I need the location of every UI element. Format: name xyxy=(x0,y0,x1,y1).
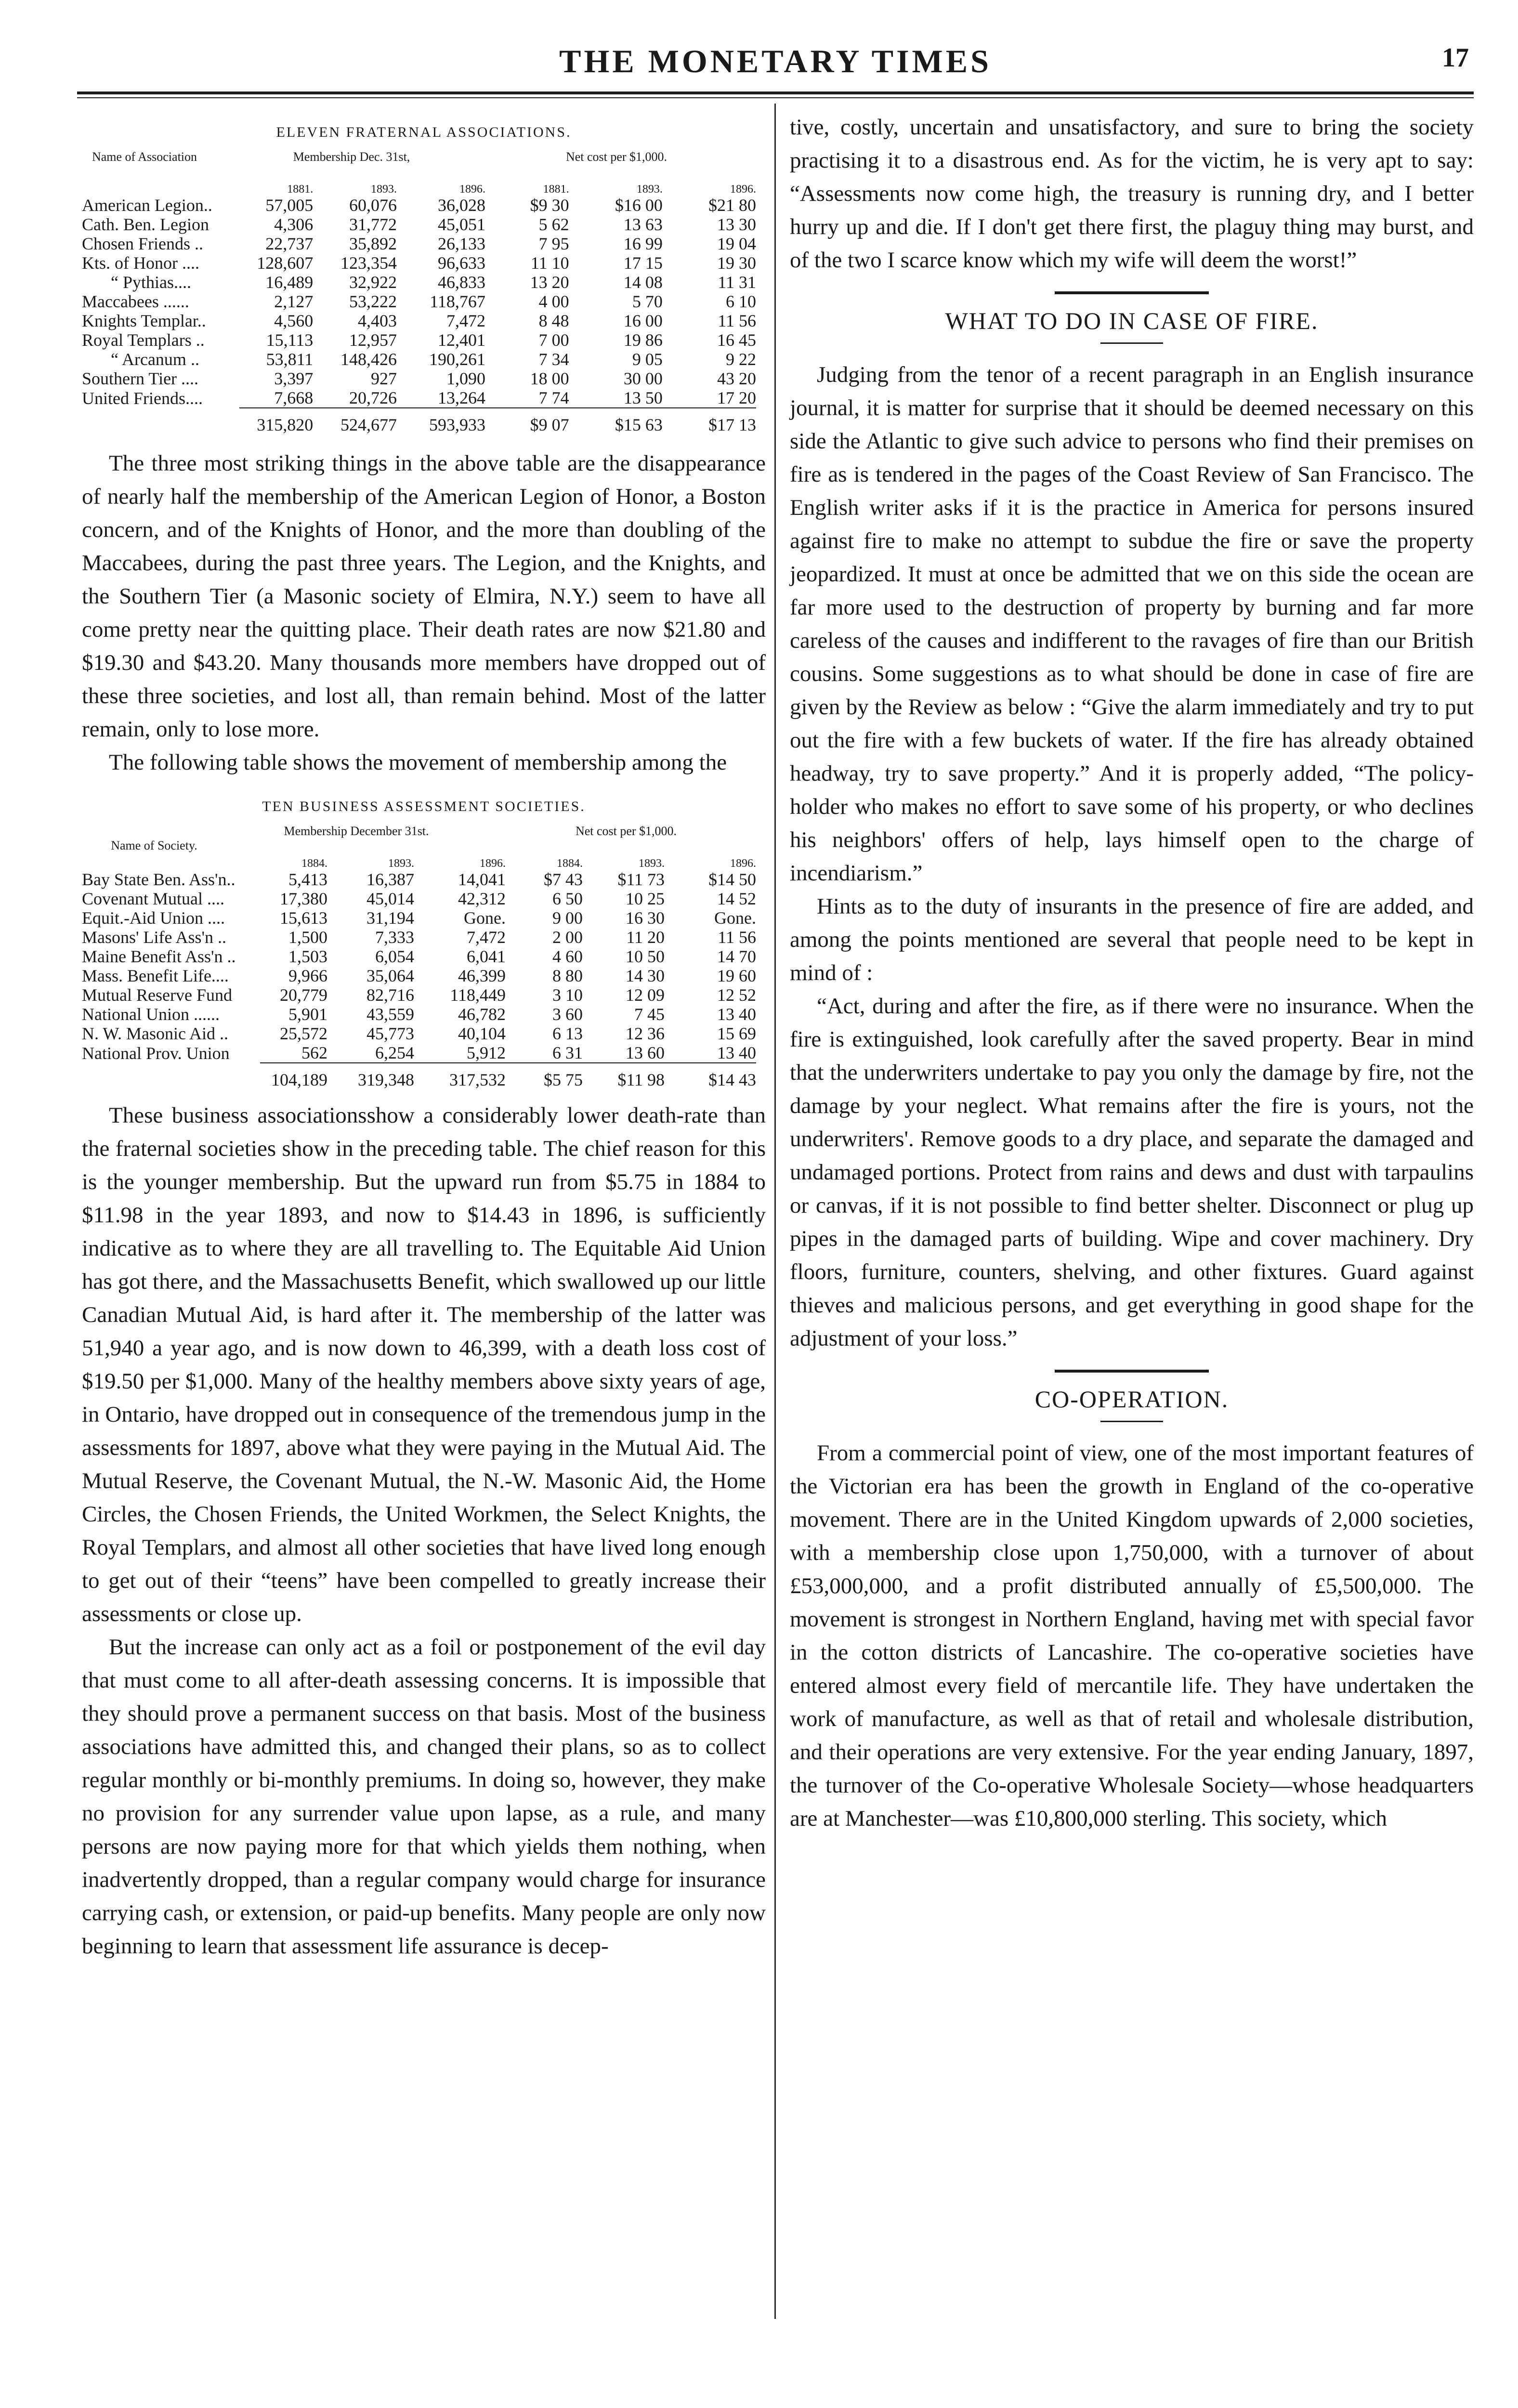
row-value: 1,503 xyxy=(288,947,327,966)
business-col-membership: Membership December 31st. xyxy=(284,824,429,838)
header-rule-thin xyxy=(77,97,1474,98)
row-name: Mass. Benefit Life.... xyxy=(82,966,229,985)
row-value: 6,254 xyxy=(375,1043,414,1062)
row-value: 13 40 xyxy=(717,1043,756,1062)
year-cell: 1893. xyxy=(639,857,665,870)
row-value: 12,957 xyxy=(349,330,397,350)
row-name: “ Pythias.... xyxy=(111,273,191,292)
fraternal-table-title: ELEVEN FRATERNAL ASSOCIATIONS. xyxy=(276,124,572,140)
article-paragraph: “Act, during and after the fire, as if there were no insurance. When the fire is extinguished, look carefully after the saved property. Bear in mind that the underwriters undertake to pay you only the damage by fire, not the damage by your neglect. What remains after the fire is yours, not the underwriters'. Remove goods to a dry place, and separate the damaged and undamaged portions. Protect from rains and dews and dust with tarpaulins or canvas, if it is not possible to find better shelter. Disconnect or plug up pipes in the damaged parts of building. Wipe and cover machinery. Dry floors, furniture, counters, shelving, and other fixtures. Guard against thieves and malicious persons, and get everything in good shape for the adjustment of your loss.” xyxy=(790,994,1474,1351)
row-value: 43 20 xyxy=(717,369,756,388)
row-value: 5 70 xyxy=(632,292,663,311)
table-row xyxy=(82,1005,756,1024)
fraternal-year-row xyxy=(82,183,756,196)
row-value: 9,966 xyxy=(288,966,327,985)
row-value: 13 50 xyxy=(623,388,663,407)
row-value: 6 50 xyxy=(552,889,583,908)
row-value: 5 62 xyxy=(538,215,569,234)
row-name: Maine Benefit Ass'n .. xyxy=(82,947,236,966)
row-value: 7,472 xyxy=(467,928,506,947)
section-heading-fire: WHAT TO DO IN CASE OF FIRE. xyxy=(945,307,1319,334)
fraternal-table-header xyxy=(82,150,766,183)
row-value: 16,387 xyxy=(366,870,414,889)
year-cell: 1893. xyxy=(371,183,397,196)
row-value: 53,222 xyxy=(349,292,397,311)
row-value: 42,312 xyxy=(458,889,506,908)
row-value: 2 00 xyxy=(552,928,583,947)
table-row xyxy=(82,330,756,350)
row-value: 12,401 xyxy=(437,330,485,350)
row-value: 9 00 xyxy=(552,908,583,928)
year-cell: 1893. xyxy=(636,183,663,196)
row-value: 35,064 xyxy=(366,966,414,985)
row-value: 19 30 xyxy=(717,253,756,273)
row-value: 17,380 xyxy=(280,889,327,908)
row-value: 32,922 xyxy=(349,273,397,292)
row-value: 13,264 xyxy=(437,388,485,407)
fraternal-total-row xyxy=(82,408,756,434)
row-value: 46,399 xyxy=(458,966,506,985)
total-cell: 315,820 xyxy=(239,408,313,434)
row-value: 35,892 xyxy=(349,234,397,253)
row-name: Equit.-Aid Union .... xyxy=(82,908,225,928)
row-name: Covenant Mutual .... xyxy=(82,889,224,908)
row-value: 7 34 xyxy=(538,350,569,369)
row-value: $21 80 xyxy=(708,196,756,215)
table-row xyxy=(82,311,756,330)
row-name: Royal Templars .. xyxy=(82,330,205,350)
row-value: 4,560 xyxy=(274,311,314,330)
row-value: 25,572 xyxy=(280,1024,327,1043)
row-value: 16 30 xyxy=(626,908,665,928)
table-row xyxy=(82,1024,756,1043)
fraternal-table xyxy=(82,183,756,434)
article-paragraph: From a commercial point of view, one of the most important features of the Victorian era has been the growth in England of the co-operative movement. There are in the United Kingdom upwards of 2,000 societies, with a membership close upon 1,750,000, with a turnover of about £53,000,000, and a profit distributed annually of £5,500,000. The movement is strongest in Northern England, having met with special favor in the cotton districts of Lancashire. The co-operative societies have entered almost every field of mercantile life. They have undertaken the work of manufacture, as well as that of retail and wholesale distribution, and their operations are very extensive. For the year ending January, 1897, the turnover of the Co-operative Wholesale Society—whose headquarters are at Manchester—was £10,800,000 sterling. This society, which xyxy=(790,1440,1474,1831)
article-paragraph: These business associationsshow a considerably lower death-rate than the fraternal societies show in the preceding table. The chief reason for this is the younger membership. But the upward run from $5.75 in 1884 to $11.98 in the year 1893, and now to $14.43 in 1896, is sufficiently indicative as to where they are all travelling to. The Equitable Aid Union has got there, and the Massachusetts Benefit, which swallowed up our little Canadian Mutual Aid, is hard after it. The membership of the latter was 51,940 a year ago, and is now down to 46,399, with a death loss cost of $19.50 per $1,000. Many of the healthy members above sixty years of age, in Ontario, have dropped out in consequence of the tremendous jump in the assessments for 1897, above what they were paying in the Mutual Aid. The Mutual Reserve, the Covenant Mutual, the N.-W. Masonic Aid, the Home Circles, the Chosen Friends, the United Workmen, the Select Knights, the Royal Templars, and almost all other societies that have lived long enough to get out of their “teens” have been compelled to greatly increase their assessments or close up. xyxy=(82,1103,766,1626)
fraternal-col-name: Name of Association xyxy=(92,150,197,164)
row-name: “ Arcanum .. xyxy=(111,350,199,369)
total-cell: 319,348 xyxy=(327,1063,414,1089)
row-value: 562 xyxy=(301,1043,327,1062)
row-value: 9 05 xyxy=(632,350,663,369)
section-heading-cooperation: CO-OPERATION. xyxy=(1034,1386,1229,1413)
table-row xyxy=(82,966,756,985)
row-value: 45,773 xyxy=(366,1024,414,1043)
row-value: 10 50 xyxy=(626,947,665,966)
table-row xyxy=(82,908,756,928)
business-table xyxy=(82,857,756,1089)
row-value: 190,261 xyxy=(429,350,485,369)
row-value: 14 08 xyxy=(623,273,663,292)
article-paragraph: Judging from the tenor of a recent paragraph in an English insurance journal, it is matter for surprise that it should be deemed necessary on this side the Atlantic to give such advice to persons who find their premises on fire as is tendered in the pages of the Coast Review of San Francisco. The English writer asks if it is the practice in America for persons insured against fire to make no attempt to subdue the fire or save the property jeopardized. It must at once be admitted that we on this side the ocean are far more used to the destruction of property by burning and far more careless of the causes and indifferent to the ravages of fire than our British cousins. Some suggestions as to what should be done in case of fire are given by the Review as below : “Give the alarm immediately and try to put out the fire with a few buckets of water. If the fire has already obtained headway, try to save property.” And it is properly added, “The policy-holder who makes no effort to save some of his property, or who declines his neighbors' offers of help, lays himself open to the charge of incendiarism.” xyxy=(790,362,1474,886)
section-separator xyxy=(1055,291,1209,294)
row-value: 60,076 xyxy=(349,196,397,215)
row-value: 7 74 xyxy=(538,388,569,407)
year-cell: 1881. xyxy=(287,183,314,196)
business-table-title: TEN BUSINESS ASSESSMENT SOCIETIES. xyxy=(262,798,586,814)
row-value: 40,104 xyxy=(458,1024,506,1043)
section-separator xyxy=(1055,1370,1209,1373)
column-divider xyxy=(774,104,776,2319)
header-rule xyxy=(77,92,1474,94)
row-name: National Union ...... xyxy=(82,1005,220,1024)
row-value: 12 36 xyxy=(626,1024,665,1043)
table-row xyxy=(82,388,756,408)
row-value: 118,449 xyxy=(450,985,506,1005)
total-cell: 104,189 xyxy=(260,1063,327,1089)
row-value: 4 00 xyxy=(538,292,569,311)
row-name: N. W. Masonic Aid .. xyxy=(82,1024,229,1043)
row-value: 16 99 xyxy=(623,234,663,253)
total-cell: $17 13 xyxy=(663,408,756,434)
article-paragraph: But the increase can only act as a foil or postponement of the evil day that must come to all after-death assessing concerns. It is impossible that they should prove a permanent success on that basis. Most of the business associations have admitted this, and changed their plans, so as to collect regular monthly or bi-monthly premiums. In doing so, however, they make no provision for any surrender value upon lapse, as a rule, and many persons are now paying more for that which yields them nothing, when inadvertently dropped, than a regular company would charge for insurance carrying cash, or extension, or paid-up benefits. Many people are only now beginning to learn that assessment life assurance is decep- xyxy=(82,1635,766,1959)
row-value: 3 60 xyxy=(552,1005,583,1024)
row-name: Mutual Reserve Fund xyxy=(82,985,232,1005)
row-value: Gone. xyxy=(714,908,756,928)
fraternal-col-membership: Membership Dec. 31st, xyxy=(293,150,410,164)
row-value: 14 52 xyxy=(717,889,756,908)
total-cell: $14 43 xyxy=(665,1063,756,1089)
table-row xyxy=(82,928,756,947)
business-total-row xyxy=(82,1063,756,1089)
article-paragraph: Hints as to the duty of insurants in the presence of fire are added, and among the points mentioned are several that people need to be kept in mind of : xyxy=(790,894,1474,985)
total-cell: $9 07 xyxy=(485,408,569,434)
total-cell: 524,677 xyxy=(313,408,397,434)
table-row xyxy=(82,870,756,889)
row-value: 15 69 xyxy=(717,1024,756,1043)
row-value: 13 60 xyxy=(626,1043,665,1062)
table-row xyxy=(82,985,756,1005)
year-cell: 1884. xyxy=(301,857,327,870)
row-value: 128,607 xyxy=(257,253,314,273)
row-value: 927 xyxy=(371,369,397,388)
row-value: 9 22 xyxy=(726,350,756,369)
table-row xyxy=(82,947,756,966)
total-cell: $11 98 xyxy=(583,1063,665,1089)
year-cell: 1881. xyxy=(543,183,569,196)
row-value: 14,041 xyxy=(458,870,506,889)
row-value: 11 20 xyxy=(626,928,665,947)
row-name: Knights Templar.. xyxy=(82,311,206,330)
year-cell: 1896. xyxy=(459,183,485,196)
row-value: 19 86 xyxy=(623,330,663,350)
row-value: 46,833 xyxy=(437,273,485,292)
row-value: 20,779 xyxy=(280,985,327,1005)
row-value: 7 95 xyxy=(538,234,569,253)
table-row xyxy=(82,234,756,253)
total-cell: 593,933 xyxy=(397,408,485,434)
row-value: 3,397 xyxy=(274,369,314,388)
row-value: 4,306 xyxy=(274,215,314,234)
row-value: 43,559 xyxy=(366,1005,414,1024)
table-row xyxy=(82,273,756,292)
row-name: Maccabees ...... xyxy=(82,292,189,311)
row-value: 8 80 xyxy=(552,966,583,985)
year-cell: 1896. xyxy=(730,857,756,870)
table-row xyxy=(82,196,756,215)
row-name: Kts. of Honor .... xyxy=(82,253,199,273)
total-cell: $5 75 xyxy=(506,1063,583,1089)
row-value: 14 30 xyxy=(626,966,665,985)
row-value: $11 73 xyxy=(617,870,665,889)
row-value: 57,005 xyxy=(265,196,314,215)
row-name: Southern Tier .... xyxy=(82,369,199,388)
row-value: 11 31 xyxy=(718,273,756,292)
row-name: Masons' Life Ass'n .. xyxy=(82,928,226,947)
table-row xyxy=(82,215,756,234)
business-year-row xyxy=(82,857,756,870)
row-value: 22,737 xyxy=(265,234,314,253)
row-name: Chosen Friends .. xyxy=(82,234,203,253)
row-value: 45,014 xyxy=(366,889,414,908)
row-name: United Friends.... xyxy=(82,388,203,408)
page-header xyxy=(77,42,1474,95)
row-value: 18 00 xyxy=(530,369,569,388)
row-value: 13 63 xyxy=(623,215,663,234)
right-column xyxy=(790,111,1474,1835)
heading-rule xyxy=(1100,1421,1163,1422)
row-value: 16 00 xyxy=(623,311,663,330)
row-value: 82,716 xyxy=(366,985,414,1005)
row-value: 123,354 xyxy=(340,253,397,273)
row-value: 17 15 xyxy=(623,253,663,273)
row-value: 6 31 xyxy=(552,1043,583,1062)
row-value: 16 45 xyxy=(717,330,756,350)
row-value: 8 48 xyxy=(538,311,569,330)
row-value: 10 25 xyxy=(626,889,665,908)
row-value: 7,668 xyxy=(274,388,314,407)
row-value: 1,090 xyxy=(446,369,485,388)
article-paragraph: The three most striking things in the above table are the disappearance of nearly half the membership of the American Legion of Honor, a Boston concern, and of the Knights of Honor, and the more than doubling of the Maccabees, during the past three years. The Legion, and the Knights, and the Southern Tier (a Masonic society of Elmira, N.Y.) seem to have all come pretty near the quitting place. Their death rates are now $21.80 and $19.30 and $43.20. Many thousands more members have dropped out of these three societies, and lost all, than remain behind. Most of the latter remain, only to lose more. xyxy=(82,451,766,742)
row-value: 46,782 xyxy=(458,1005,506,1024)
row-name: National Prov. Union xyxy=(82,1043,230,1063)
row-value: 6,054 xyxy=(375,947,414,966)
row-value: 7,472 xyxy=(446,311,485,330)
row-value: 6 13 xyxy=(552,1024,583,1043)
row-name: American Legion.. xyxy=(82,196,212,215)
row-value: 7 00 xyxy=(538,330,569,350)
row-value: 118,767 xyxy=(430,292,485,311)
year-cell: 1893. xyxy=(388,857,414,870)
row-value: $7 43 xyxy=(544,870,583,889)
row-value: 12 52 xyxy=(717,985,756,1005)
row-value: 15,113 xyxy=(266,330,314,350)
row-value: 11 10 xyxy=(530,253,569,273)
business-col-name: Name of Society. xyxy=(111,838,197,852)
page-number: 17 xyxy=(1442,43,1469,73)
row-value: 30 00 xyxy=(623,369,663,388)
row-value: 7,333 xyxy=(375,928,414,947)
row-value: 3 10 xyxy=(552,985,583,1005)
table-row xyxy=(82,889,756,908)
row-value: $16 00 xyxy=(615,196,663,215)
row-value: 31,772 xyxy=(349,215,397,234)
row-value: 5,413 xyxy=(288,870,327,889)
row-value: 5,901 xyxy=(288,1005,327,1024)
business-col-cost: Net cost per $1,000. xyxy=(575,824,677,838)
row-value: 14 70 xyxy=(717,947,756,966)
row-value: 19 04 xyxy=(717,234,756,253)
masthead-title: THE MONETARY TIMES xyxy=(559,43,992,79)
row-value: 13 40 xyxy=(717,1005,756,1024)
row-name: Bay State Ben. Ass'n.. xyxy=(82,870,236,889)
row-value: 6 10 xyxy=(726,292,756,311)
row-value: 4,403 xyxy=(358,311,397,330)
row-value: 31,194 xyxy=(366,908,414,928)
heading-rule xyxy=(1100,342,1163,344)
row-value: 36,028 xyxy=(437,196,485,215)
row-value: 7 45 xyxy=(634,1005,665,1024)
table-row xyxy=(82,369,756,388)
row-value: 15,613 xyxy=(280,908,327,928)
row-value: 96,633 xyxy=(437,253,485,273)
year-cell: 1896. xyxy=(480,857,506,870)
table-row xyxy=(82,292,756,311)
row-value: 20,726 xyxy=(349,388,397,407)
row-value: $9 30 xyxy=(530,196,569,215)
row-value: $14 50 xyxy=(708,870,756,889)
row-value: 45,051 xyxy=(437,215,485,234)
row-value: 17 20 xyxy=(717,388,756,407)
table-row xyxy=(82,253,756,273)
year-cell: 1896. xyxy=(730,183,756,196)
row-value: Gone. xyxy=(464,908,506,928)
fraternal-col-cost: Net cost per $1,000. xyxy=(565,150,667,164)
business-table-header xyxy=(82,824,766,857)
row-value: 11 56 xyxy=(718,311,756,330)
left-column xyxy=(82,111,766,1963)
row-value: 16,489 xyxy=(265,273,314,292)
row-name: Cath. Ben. Legion xyxy=(82,215,209,234)
row-value: 1,500 xyxy=(288,928,327,947)
row-value: 148,426 xyxy=(340,350,397,369)
year-cell: 1884. xyxy=(557,857,583,870)
row-value: 13 30 xyxy=(717,215,756,234)
table-row xyxy=(82,350,756,369)
row-value: 6,041 xyxy=(467,947,506,966)
row-value: 12 09 xyxy=(626,985,665,1005)
article-paragraph: The following table shows the movement of membership among the xyxy=(109,750,727,775)
total-cell: 317,532 xyxy=(414,1063,506,1089)
total-cell: $15 63 xyxy=(569,408,663,434)
row-value: 13 20 xyxy=(530,273,569,292)
row-value: 2,127 xyxy=(274,292,314,311)
row-value: 4 60 xyxy=(552,947,583,966)
row-value: 53,811 xyxy=(266,350,314,369)
row-value: 19 60 xyxy=(717,966,756,985)
row-value: 26,133 xyxy=(437,234,485,253)
row-value: 11 56 xyxy=(718,928,756,947)
table-row xyxy=(82,1043,756,1063)
article-paragraph: tive, costly, uncertain and unsatisfactory, and sure to bring the society practising it to a disastrous end. As for the victim, he is very apt to say: “Assessments now come high, the treasury is running dry, and I better hurry up and die. If I don't get there first, the plaguy thing may burst, and of the two I scarce know which my wife will deem the worst!” xyxy=(790,115,1474,273)
row-value: 5,912 xyxy=(467,1043,506,1062)
